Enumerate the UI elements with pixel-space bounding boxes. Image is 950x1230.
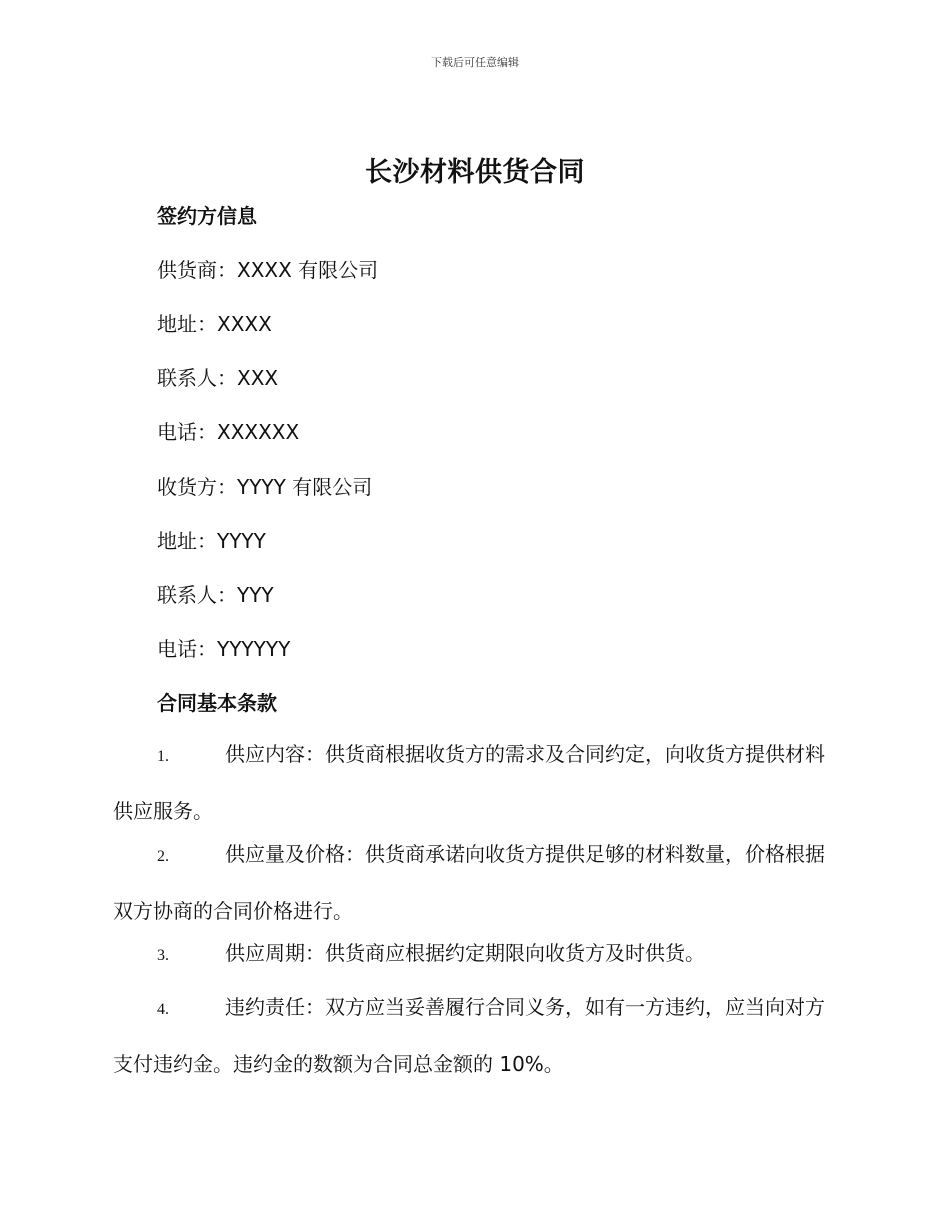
clause-item [113,926,833,983]
receiver-phone: 电话：YYYYYY [157,637,291,661]
clause-item [113,727,833,838]
clause-text: 供应内容：供货商根据收货方的需求及合同约定，向收货方提供材料供应服务。 [113,742,825,823]
clause-text: 违约责任：双方应当妥善履行合同义务，如有一方违约，应当向对方支付违约金。违约金的数额为合同总金额的 10%。 [113,995,825,1076]
section-heading-terms: 合同基本条款 [157,691,277,715]
receiver-address: 地址：YYYY [157,529,266,553]
supplier-address: 地址：XXXX [157,312,272,336]
clause-text: 供应量及价格：供货商承诺向收货方提供足够的材料数量，价格根据双方协商的合同价格进行。 [113,842,825,923]
clause-item [113,980,833,1091]
receiver-name: 收货方：YYYY 有限公司 [157,475,373,499]
clause-number: 4. [157,1001,169,1018]
clause-number: 1. [157,748,169,765]
supplier-contact: 联系人：XXX [157,366,279,390]
supplier-name: 供货商：XXXX 有限公司 [157,258,379,282]
clause-item [113,827,833,938]
page-header-note: 下载后可任意编辑 [431,56,519,69]
section-heading-parties: 签约方信息 [157,204,257,228]
receiver-contact: 联系人：YYY [157,583,274,607]
supplier-phone: 电话：XXXXXX [157,420,300,444]
clause-number: 2. [157,848,169,865]
document-title: 长沙材料供货合同 [365,157,585,188]
clause-text: 供应周期：供货商应根据约定期限向收货方及时供货。 [225,941,705,965]
clause-number: 3. [157,947,169,964]
